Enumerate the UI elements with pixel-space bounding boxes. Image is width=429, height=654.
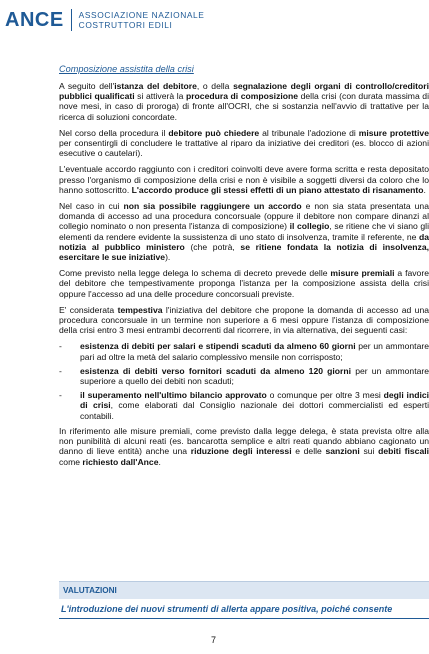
bullet-dash: - xyxy=(59,365,62,376)
page-number: 7 xyxy=(210,635,216,645)
cases-list xyxy=(59,341,429,420)
text-run: si attiverà la xyxy=(134,91,186,102)
bold-run: misure premiali xyxy=(330,268,395,279)
text-run: per un ammontare superiore a quello dei debiti non scaduti; xyxy=(80,365,429,387)
bold-run: sanzioni xyxy=(325,446,360,457)
text-run: o comunque per oltre 3 mesi xyxy=(266,390,384,401)
text-run: per un ammontare pari ad oltre la metà del salario complessivo mensile non corrisposto; xyxy=(80,341,429,362)
bold-run: procedura di composizione xyxy=(185,91,299,102)
bold-run: riduzione degli interessi xyxy=(190,446,292,457)
text-run: a favore del debitore che tempestivamente proponga l'istanza per la composizione assista della crisi oppure l'accesso ad una delle procedure concorsuali previste. xyxy=(59,268,429,299)
association-line-1: ASSOCIAZIONE NAZIONALE xyxy=(78,10,205,20)
association-name xyxy=(79,10,205,30)
text-run: Come previsto nella legge delega lo schema di decreto prevede delle xyxy=(59,268,331,279)
bold-run: segnalazione degli organi di controllo/creditori pubblici qualificati xyxy=(59,81,429,102)
bold-run: debiti fiscali xyxy=(378,446,429,457)
text-run: e delle xyxy=(291,446,326,457)
text-run: , se ritiene che vi siano gli elementi da rendere evidente la sussistenza di uno stato di insolvenza, tramite il referente, ne xyxy=(59,221,429,242)
paragraph-accordo xyxy=(59,164,429,195)
bold-run: debitore può chiedere xyxy=(168,127,260,138)
bold-run: istanza del debitore xyxy=(114,81,197,91)
section-title: Composizione assistita della crisi xyxy=(59,64,194,74)
text-run: l'iniziativa del debitore che propone la domanda di accesso ad una procedura concorsuale in un termine non superiore a 6 mesi oppure l'istanza di composizione della crisi entro 3 mesi entrambi decorrenti dal ricorrere, in via alternativa, dei seguenti casi: xyxy=(59,304,429,336)
document-body xyxy=(59,64,429,473)
logo-divider xyxy=(71,9,72,31)
paragraph-misure-protettive xyxy=(59,128,429,159)
bold-run: esistenza di debiti verso fornitori scaduti da almeno 120 giorni xyxy=(80,365,352,376)
text-run: ). xyxy=(165,252,171,263)
text-run: Nel corso della procedura il xyxy=(59,127,169,138)
bold-run: non sia possibile raggiungere un accordo xyxy=(123,201,302,212)
text-run: A seguito dell' xyxy=(59,81,115,91)
list-item xyxy=(59,390,429,421)
text-run: , o della xyxy=(196,81,234,91)
text-run: al tribunale l'adozione di xyxy=(259,127,359,138)
paragraph-istanza xyxy=(59,81,429,122)
text-run: per consentirgli di concludere le trattative al riparo da iniziative dei creditori (es. blocco di azioni esecutive o cautelari). xyxy=(59,138,429,159)
text-run: In riferimento alle misure premiali, come previsto dalla legge delega, è stata prevista oltre alla non punibilità di alcuni reati (es. bancarotta semplice e altri reati quando abbiano cagionato un danno di lieve entità) anche una xyxy=(59,425,429,457)
bold-run: il superamento nell'ultimo bilancio approvato xyxy=(80,390,267,401)
text-run: , come elaborati dal Consiglio nazionale dei dottori commercialisti ed esperti contabili. xyxy=(80,400,429,421)
text-run: e non sia stata presentata una domanda di accesso ad una procedura concorsuale (oppure il debitore non compare dinanzi al collegio nominato o non presenta l'istanza di composizione) xyxy=(59,201,429,232)
text-run: (che potrà, xyxy=(184,241,241,252)
bold-run: il collegio xyxy=(289,221,330,232)
list-item xyxy=(59,341,429,361)
text-run: della crisi (con durata massima di nove mesi, in caso di proroga) di fronte all'OCRI, che si sostanzia nell'avvio di trattative per la ricerca di soluzioni concordate. xyxy=(59,91,429,122)
text-run: L'eventuale accordo raggiunto con i creditori coinvolti deve avere forma scritta e resta depositato presso l'organismo di composizione della crisi e non è visibile a soggetti diversi da coloro che lo hanno sottoscritto. xyxy=(59,164,429,195)
bold-run: da notizia al pubblico ministero xyxy=(59,231,429,252)
bullet-dash: - xyxy=(59,341,62,352)
bold-run: se ritiene fondata la notizia di insolvenza, esercitare le sue iniziative xyxy=(59,241,429,263)
ance-logo: ANCE xyxy=(5,8,64,31)
bullet-dash: - xyxy=(59,390,62,401)
valutazioni-text: L'introduzione dei nuovi strumenti di allerta appare positiva, poiché consente xyxy=(59,599,429,619)
valutazioni-header: VALUTAZIONI xyxy=(59,581,429,599)
bold-run: misure protettive xyxy=(358,127,429,138)
paragraph-misure-premiali xyxy=(59,268,429,299)
bold-run: esistenza di debiti per salari e stipendi scaduti da almeno 60 giorni xyxy=(80,341,356,352)
text-run: . xyxy=(423,184,426,195)
bold-run: L'accordo produce gli stessi effetti di un piano attestato di risanamento xyxy=(131,184,424,195)
text-run: E' considerata xyxy=(59,304,118,315)
bold-run: richiesto dall'Ance xyxy=(82,456,159,467)
bold-run: tempestiva xyxy=(117,304,163,315)
valutazioni-box xyxy=(59,581,429,619)
list-item xyxy=(59,366,429,386)
text-run: Nel caso in cui xyxy=(59,201,124,212)
paragraph-riduzione xyxy=(59,426,429,467)
text-run: sui xyxy=(359,446,379,457)
text-run: come xyxy=(59,456,83,467)
paragraph-mancato-accordo xyxy=(59,201,429,262)
association-line-2: COSTRUTTORI EDILI xyxy=(78,20,173,30)
document-header xyxy=(5,5,205,35)
text-run: . xyxy=(158,456,161,467)
paragraph-tempestiva xyxy=(59,305,429,336)
bold-run: degli indici di crisi xyxy=(80,390,429,411)
